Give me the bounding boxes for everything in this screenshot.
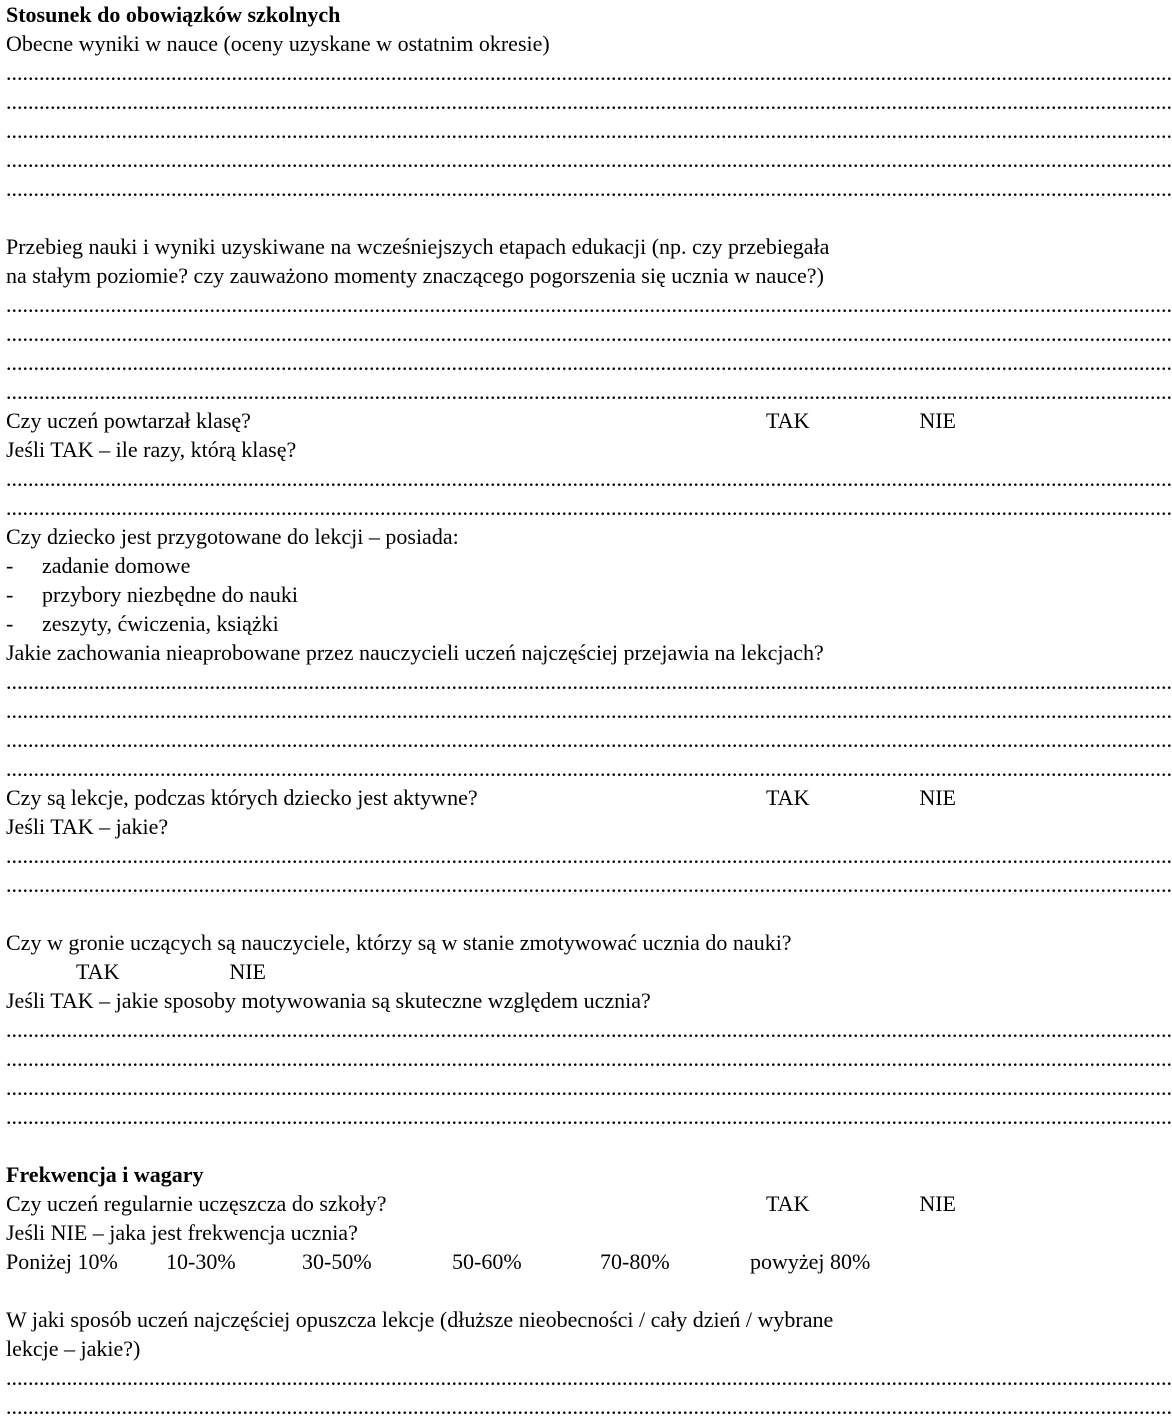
answer-line[interactable]: .................................................................................................................................................................................................................... [6, 147, 1172, 172]
option-no[interactable]: NIE [919, 408, 956, 433]
answer-line[interactable]: .................................................................................................................................................................................................................... [6, 1046, 1172, 1071]
option-no[interactable]: NIE [919, 1191, 956, 1216]
answer-line[interactable]: .................................................................................................................................................................................................................... [6, 292, 1172, 317]
bullet-dash: - [6, 611, 14, 636]
teachers-options-row [6, 957, 956, 986]
bullet-dash: - [6, 553, 14, 578]
current-results-question: Obecne wyniki w nauce (oceny uzyskane w ostatnim okresie) [6, 31, 550, 56]
repeat-class-row [6, 406, 956, 435]
answer-line[interactable]: .................................................................................................................................................................................................................... [6, 176, 1172, 201]
option-yes[interactable]: TAK [766, 785, 810, 810]
answer-line[interactable]: .................................................................................................................................................................................................................... [6, 321, 1172, 346]
yes-no-options [76, 957, 266, 986]
teachers-followup: Jeśli TAK – jakie sposoby motywowania są skuteczne względem ucznia? [6, 988, 651, 1013]
frequency-options-row [6, 1247, 956, 1276]
regular-attendance-row [6, 1189, 956, 1218]
answer-line[interactable]: .................................................................................................................................................................................................................... [6, 60, 1172, 85]
answer-line[interactable]: .................................................................................................................................................................................................................... [6, 1017, 1172, 1042]
spacer [6, 899, 956, 928]
prepared-item-label: zadanie domowe [42, 553, 191, 578]
prepared-item [6, 580, 956, 609]
previous-results-question-line2: na stałym poziomie? czy zauważono momenty znaczącego pogorszenia się ucznia w nauce?) [6, 263, 824, 288]
spacer [6, 203, 956, 232]
answer-line[interactable]: .................................................................................................................................................................................................................... [6, 466, 1172, 491]
answer-line[interactable]: .................................................................................................................................................................................................................... [6, 350, 1172, 375]
active-lessons-followup: Jeśli TAK – jakie? [6, 814, 169, 839]
prepared-item [6, 609, 956, 638]
bullet-dash: - [6, 582, 14, 607]
prepared-item-label: przybory niezbędne do nauki [42, 582, 298, 607]
behaviour-question: Jakie zachowania nieaprobowane przez nauczycieli uczeń najczęściej przejawia na lekcjach? [6, 640, 824, 665]
teachers-question: Czy w gronie uczących są nauczyciele, którzy są w stanie zmotywować ucznia do nauki? [6, 930, 792, 955]
answer-line[interactable]: .................................................................................................................................................................................................................... [6, 727, 1172, 752]
frequency-option[interactable]: 50-60% [452, 1249, 522, 1274]
yes-no-options [766, 406, 956, 435]
prepared-item-label: zeszyty, ćwiczenia, książki [42, 611, 279, 636]
spacer [6, 1276, 956, 1305]
option-no[interactable]: NIE [229, 959, 266, 984]
absence-question-line1: W jaki sposób uczeń najczęściej opuszcza lekcje (dłuższe nieobecności / cały dzień / wybrane [6, 1307, 834, 1332]
answer-line[interactable]: .................................................................................................................................................................................................................... [6, 756, 1172, 781]
frequency-option[interactable]: 10-30% [166, 1249, 236, 1274]
prepared-question: Czy dziecko jest przygotowane do lekcji – posiada: [6, 524, 459, 549]
answer-line[interactable]: .................................................................................................................................................................................................................... [6, 698, 1172, 723]
regular-attendance-followup: Jeśli NIE – jaka jest frekwencja ucznia? [6, 1220, 358, 1245]
section-heading-school: Stosunek do obowiązków szkolnych [6, 2, 341, 27]
answer-line[interactable]: .................................................................................................................................................................................................................... [6, 1075, 1172, 1100]
absence-question-line2: lekcje – jakie?) [6, 1336, 141, 1361]
option-yes[interactable]: TAK [766, 408, 810, 433]
section-heading-attendance: Frekwencja i wagary [6, 1162, 204, 1187]
prepared-item [6, 551, 956, 580]
active-lessons-row [6, 783, 956, 812]
answer-line[interactable]: .................................................................................................................................................................................................................... [6, 843, 1172, 868]
frequency-option[interactable]: 30-50% [302, 1249, 372, 1274]
repeat-class-followup: Jeśli TAK – ile razy, którą klasę? [6, 437, 297, 462]
answer-line[interactable]: .................................................................................................................................................................................................................... [6, 89, 1172, 114]
answer-line[interactable]: .................................................................................................................................................................................................................... [6, 1104, 1172, 1129]
answer-line[interactable]: .................................................................................................................................................................................................................... [6, 118, 1172, 143]
option-no[interactable]: NIE [919, 785, 956, 810]
spacer [6, 1131, 956, 1160]
answer-line[interactable]: .................................................................................................................................................................................................................... [6, 379, 1172, 404]
repeat-class-question: Czy uczeń powtarzał klasę? [6, 408, 251, 433]
frequency-option[interactable]: 70-80% [600, 1249, 670, 1274]
regular-attendance-question: Czy uczeń regularnie uczęszcza do szkoły? [6, 1191, 387, 1216]
yes-no-options [766, 783, 956, 812]
option-yes[interactable]: TAK [766, 1191, 810, 1216]
previous-results-question-line1: Przebieg nauki i wyniki uzyskiwane na wcześniejszych etapach edukacji (np. czy przebiegała [6, 234, 830, 259]
answer-line[interactable]: .................................................................................................................................................................................................................... [6, 1365, 1172, 1390]
answer-line[interactable]: .................................................................................................................................................................................................................... [6, 669, 1172, 694]
form-page [6, 0, 1172, 1421]
answer-line[interactable]: .................................................................................................................................................................................................................... [6, 495, 1172, 520]
yes-no-options [766, 1189, 956, 1218]
answer-line[interactable]: .................................................................................................................................................................................................................... [6, 872, 1172, 897]
frequency-option[interactable]: powyżej 80% [750, 1249, 871, 1274]
active-lessons-question: Czy są lekcje, podczas których dziecko jest aktywne? [6, 785, 478, 810]
option-yes[interactable]: TAK [76, 959, 120, 984]
frequency-option[interactable]: Poniżej 10% [6, 1249, 118, 1274]
answer-line[interactable]: .................................................................................................................................................................................................................... [6, 1394, 1172, 1419]
